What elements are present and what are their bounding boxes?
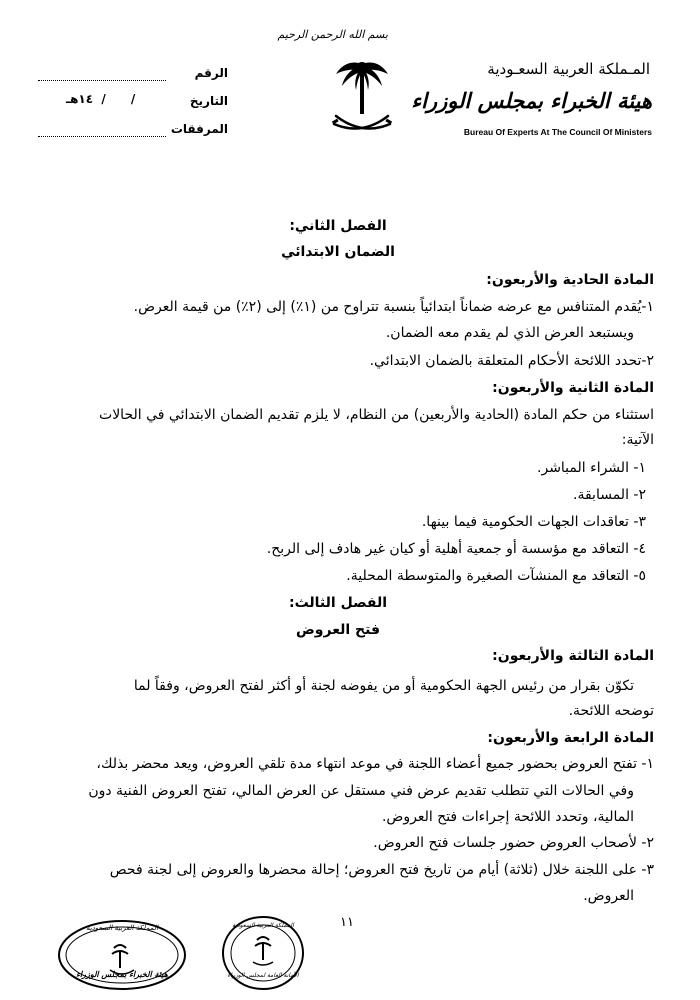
article-42-intro-cont: الآتية:	[621, 432, 654, 448]
kingdom-name: المـملكة العربية السعـودية	[487, 60, 650, 78]
seal-right-bottom-text: الأمانة العامة لمجلس الوزراء	[227, 972, 299, 979]
article-41-title: المادة الحادية والأربعون:	[486, 272, 654, 288]
article-42-item: ٤- التعاقد مع مؤسسة أو جمعية أهلية أو كيان غير هادف إلى الربح.	[266, 541, 646, 557]
article-42-item: ٣- تعاقدات الجهات الحكومية فيما بينها.	[421, 514, 646, 530]
field-line	[38, 136, 166, 137]
page-number: ١١	[340, 915, 354, 930]
field-number	[38, 66, 228, 86]
article-41-clause-1-cont: ويستبعد العرض الذي لم يقدم معه الضمان.	[385, 325, 634, 341]
article-44-clause-1-cont: وفي الحالات التي تتطلب تقديم عرض فني مستقل عن العرض المالي، تفتح العروض الفنية دون	[88, 783, 634, 799]
article-43-title: المادة الثالثة والأربعون:	[492, 648, 654, 664]
bureau-name-english: Bureau Of Experts At The Council Of Ministers	[463, 127, 652, 137]
article-42-item: ١- الشراء المباشر.	[537, 460, 646, 476]
article-42-intro: استثناء من حكم المادة (الحادية والأربعين) من النظام، لا يلزم تقديم الضمان الابتدائي في الحالات	[99, 407, 654, 423]
seal-stamp-right	[220, 914, 306, 992]
chapter-3-title: الفصل الثالث:	[289, 595, 387, 611]
chapter-3-subtitle: فتح العروض	[295, 622, 381, 638]
article-41-clause-2: ٢-تحدد اللائحة الأحكام المتعلقة بالضمان الابتدائي.	[369, 353, 654, 369]
seal-stamp-left	[56, 918, 188, 992]
field-label: المرفقات	[170, 122, 228, 136]
article-44-clause-1: ١- تفتح العروض بحضور جميع أعضاء اللجنة في موعد انتهاء مدة تلقي العروض، ويعد محضر بذلك،	[96, 756, 654, 772]
bureau-name-arabic: هيئة الخبراء بمجلس الوزراء	[411, 88, 652, 113]
article-42-item: ٥- التعاقد مع المنشآت الصغيرة والمتوسطة المحلية.	[346, 568, 646, 584]
field-attachments	[38, 122, 228, 142]
article-44-clause-1-cont: المالية، وتحدد اللائحة إجراءات فتح العروض.	[381, 809, 634, 825]
article-43-text: تكوّن بقرار من رئيس الجهة الحكومية أو من يفوضه لجنة أو أكثر لفتح العروض، وفقاً لما	[133, 678, 634, 694]
article-44-clause-3: ٣- على اللجنة خلال (ثلاثة) أيام من تاريخ فتح العروض؛ إحالة محضرها والعروض إلى لجنة فحص	[109, 862, 654, 878]
field-value: / / ١٤هـ	[66, 92, 136, 106]
article-43-text-cont: توضحه اللائحة.	[568, 703, 654, 719]
field-line	[38, 80, 166, 81]
palm-swords-emblem-icon	[330, 54, 394, 138]
chapter-2-subtitle: الضمان الابتدائي	[281, 244, 395, 260]
article-42-title: المادة الثانية والأربعون:	[492, 380, 654, 396]
field-label: الرقم	[194, 66, 228, 80]
chapter-2-title: الفصل الثاني:	[289, 218, 387, 234]
article-42-item: ٢- المسابقة.	[573, 487, 646, 503]
field-date	[38, 94, 228, 114]
article-41-clause-1: ١-يُقدم المتنافس مع عرضه ضماناً ابتدائياً بنسبة تتراوح من (١٪) إلى (٢٪) من قيمة العرض.	[133, 299, 654, 315]
seal-right-top-text: المملكة العربية السعودية	[232, 922, 294, 929]
basmala: بسم الله الرحمن الرحيم	[277, 28, 388, 41]
article-44-clause-2: ٢- لأصحاب العروض حضور جلسات فتح العروض.	[373, 835, 654, 851]
field-label: التاريخ	[189, 94, 228, 108]
article-44-title: المادة الرابعة والأربعون:	[487, 730, 654, 746]
seal-left-top-text: المملكة العربية السعودية	[86, 924, 158, 932]
seal-left-bottom-text: هيئة الخبراء بمجلس الوزراء	[76, 970, 168, 979]
article-44-clause-3-cont: العروض.	[583, 888, 634, 904]
